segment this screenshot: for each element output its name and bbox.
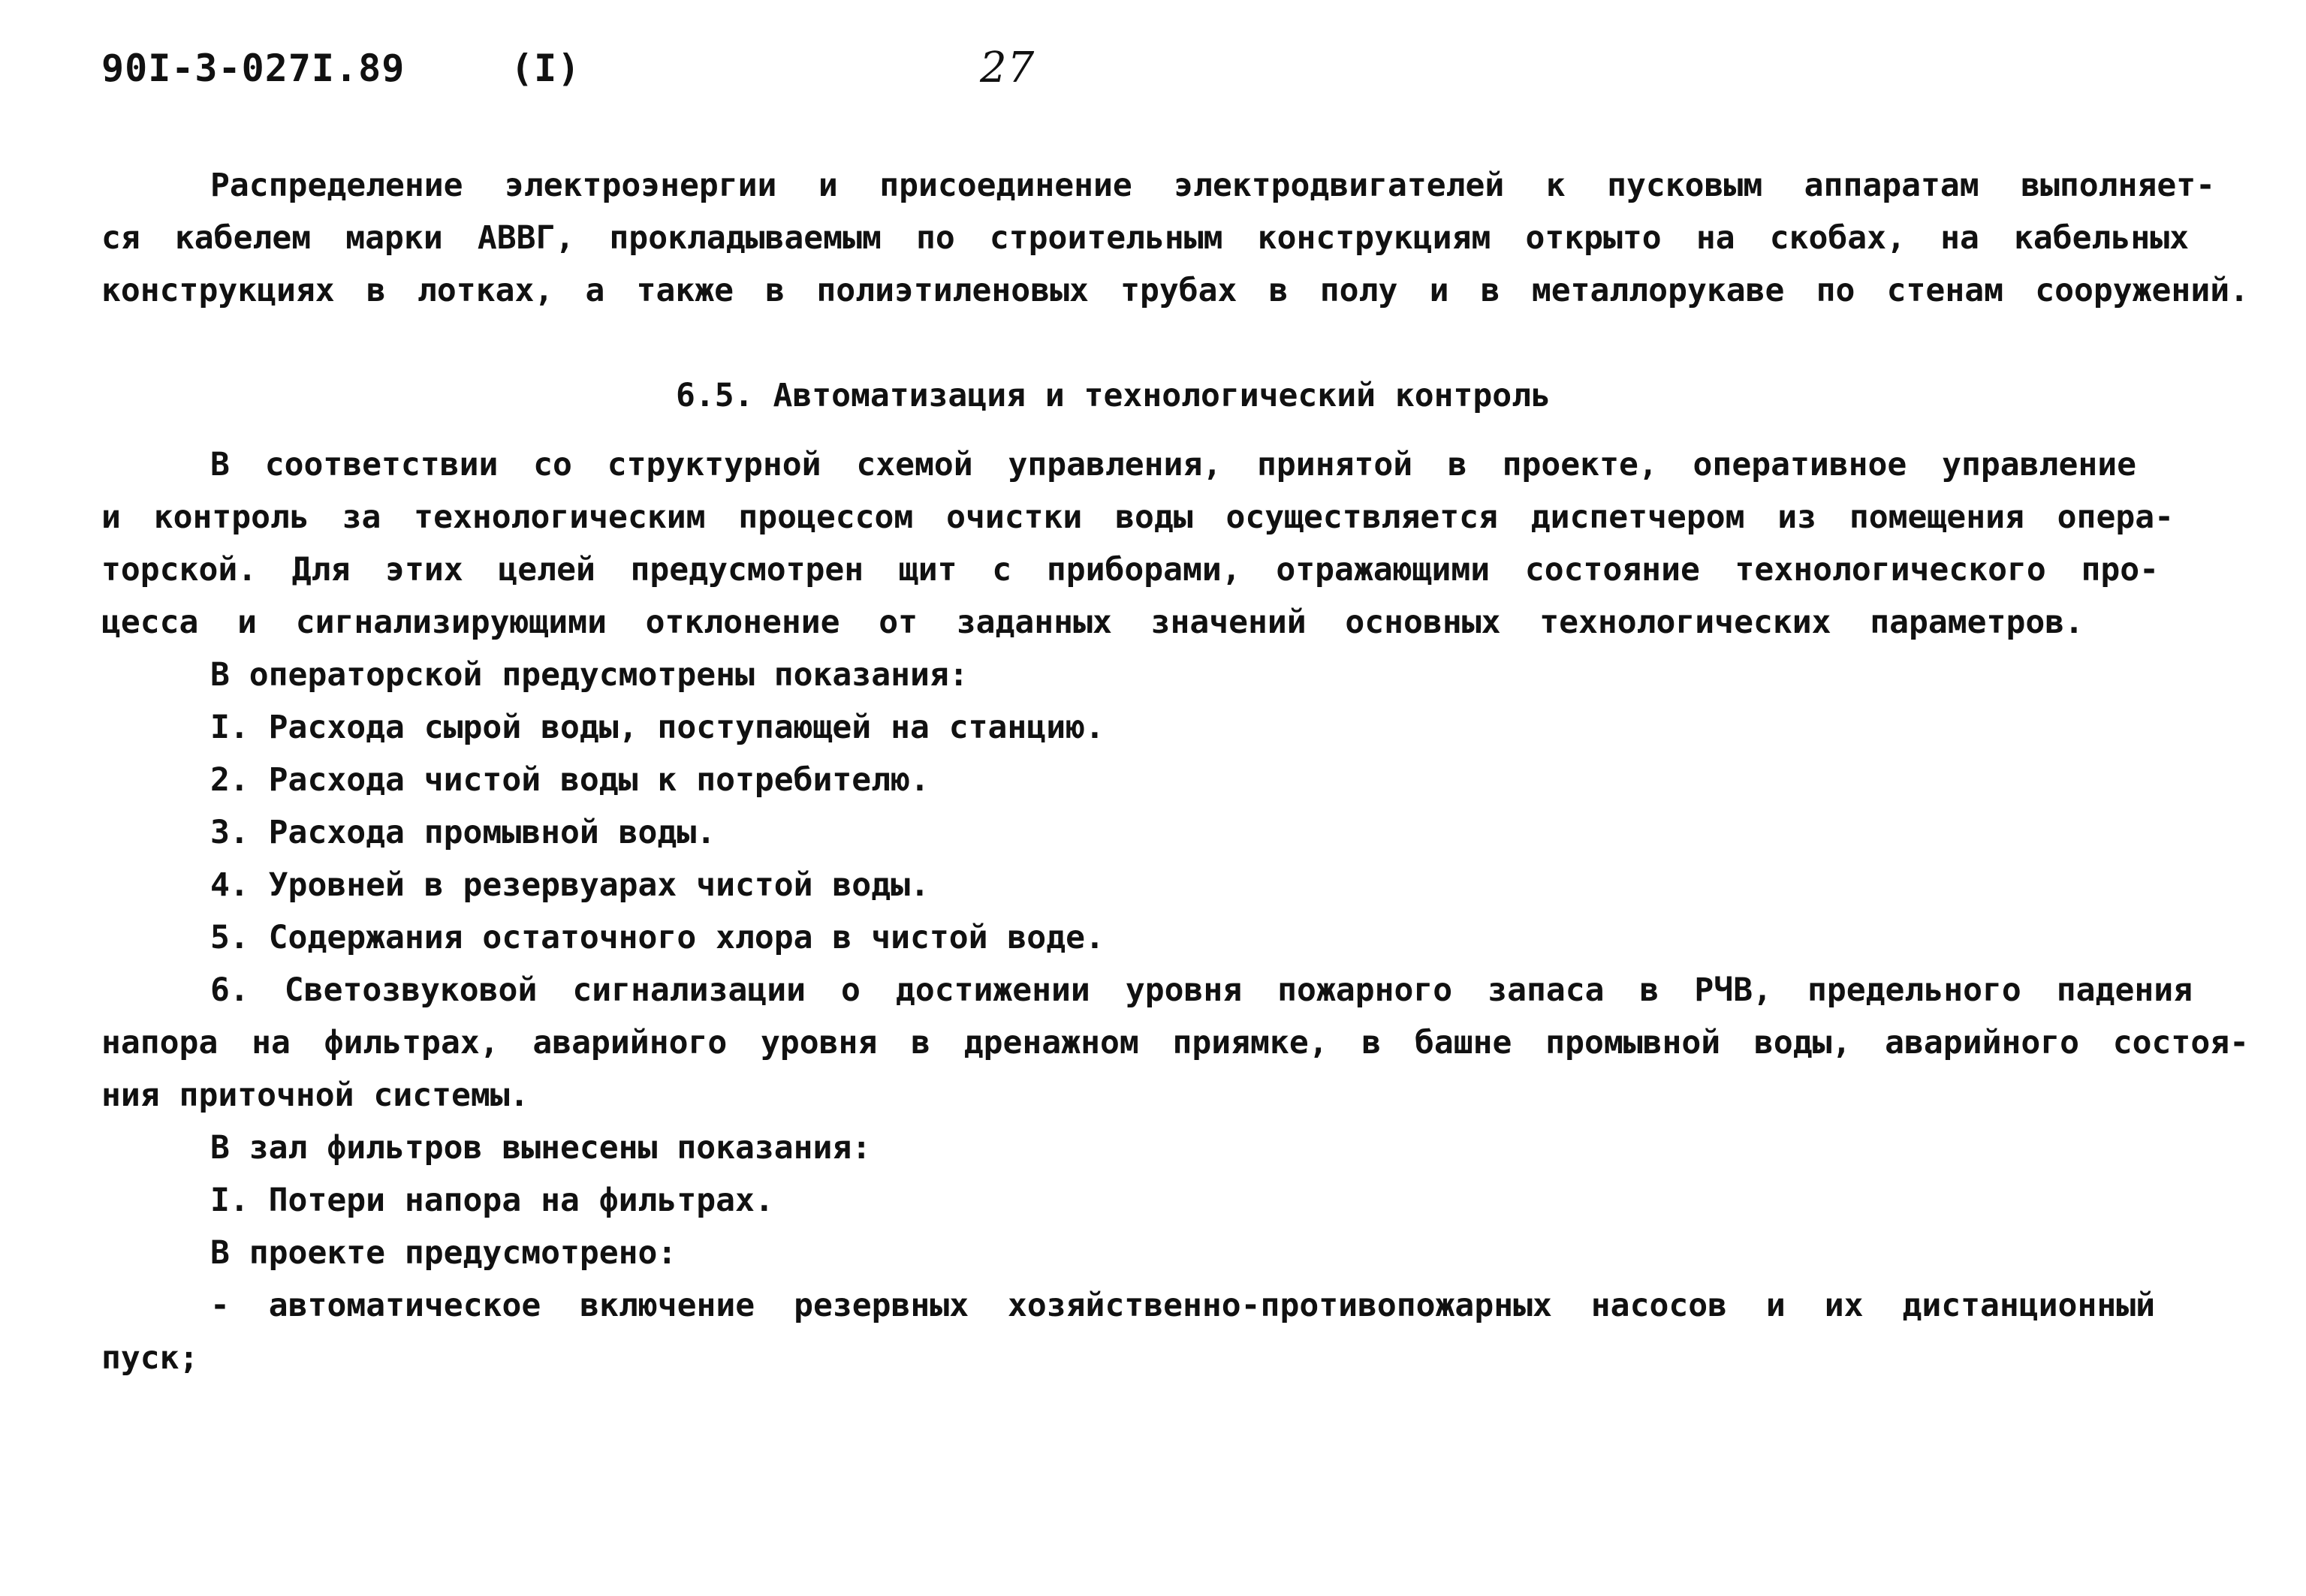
paragraph2-line: В соответствии со структурной схемой управления, принятой в проекте, оперативное управление <box>210 446 2136 483</box>
paragraph1-line: ся кабелем марки АВВГ, прокладываемым по строительным конструкциям открыто на скобах, на кабельных <box>101 219 2189 257</box>
list-item: 5. Содержания остаточного хлора в чистой воде. <box>210 919 1105 956</box>
paragraph2-line: и контроль за технологическим процессом очистки воды осуществляется диспетчером из помещения опера- <box>101 498 2174 536</box>
list-item: I. Расхода сырой воды, поступающей на станцию. <box>210 709 1105 746</box>
document-code: 90I-3-027I.89 <box>101 47 405 90</box>
paragraph1-line: Распределение электроэнергии и присоединение электродвигателей к пусковым аппаратам выполняет- <box>210 167 2215 204</box>
paragraph1-line: конструкциях в лотках, а также в полиэтиленовых трубах в полу и в металлорукаве по стенам сооружений. <box>101 272 2249 309</box>
project-item-line: - автоматическое включение резервных хозяйственно-противопожарных насосов и их дистанционный <box>210 1287 2155 1324</box>
operator-intro: В операторской предусмотрены показания: <box>210 656 969 694</box>
list-item: 2. Расхода чистой воды к потребителю. <box>210 761 930 799</box>
list-item: 4. Уровней в резервуарах чистой воды. <box>210 866 930 904</box>
paragraph2-line: цесса и сигнализирующими отклонение от заданных значений основных технологических параметров. <box>101 604 2084 641</box>
page-number: 27 <box>980 44 1035 92</box>
list-item: I. Потери напора на фильтрах. <box>210 1182 774 1219</box>
list-item: 3. Расхода промывной воды. <box>210 814 716 851</box>
item6-line: напора на фильтрах, аварийного уровня в дренажном приямке, в башне промывной воды, аварийного состоя- <box>101 1024 2249 1061</box>
item6-line: ния приточной системы. <box>101 1077 529 1114</box>
project-item-line: пуск; <box>101 1339 199 1377</box>
filters-intro: В зал фильтров вынесены показания: <box>210 1129 872 1167</box>
paragraph2-line: торской. Для этих целей предусмотрен щит с приборами, отражающими состояние технологического про- <box>101 551 2159 589</box>
item6-line: 6. Светозвуковой сигнализации о достижении уровня пожарного запаса в РЧВ, предельного падения <box>210 971 2193 1009</box>
section-heading: 6.5. Автоматизация и технологический контроль <box>676 377 1551 414</box>
sheet-number: (I) <box>511 47 581 90</box>
project-intro: В проекте предусмотрено: <box>210 1234 677 1272</box>
